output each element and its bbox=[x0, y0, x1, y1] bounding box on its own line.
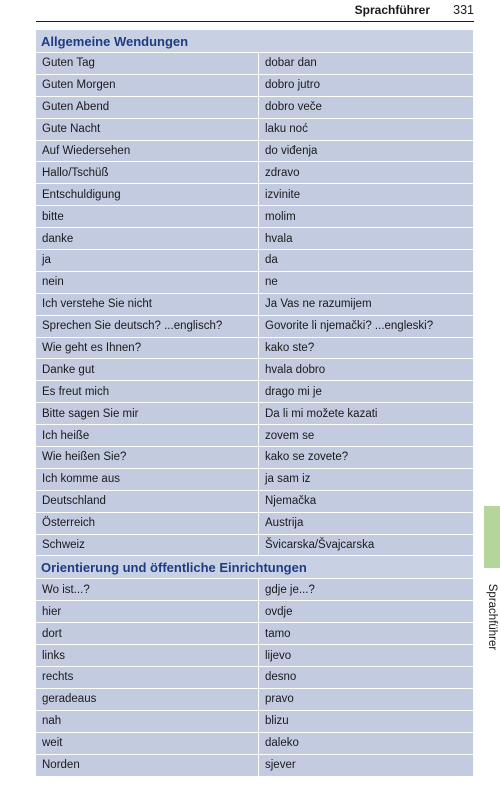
phrase-row bbox=[36, 381, 473, 402]
croatian-phrase: sjever bbox=[259, 755, 473, 776]
croatian-phrase: pravo bbox=[259, 689, 473, 710]
german-phrase: Ich verstehe Sie nicht bbox=[36, 294, 258, 315]
croatian-phrase: Da li mi možete kazati bbox=[259, 403, 473, 424]
chapter-tab bbox=[484, 506, 500, 568]
croatian-phrase: kako ste? bbox=[259, 338, 473, 359]
phrase-row bbox=[36, 623, 473, 644]
phrase-row bbox=[36, 601, 473, 622]
german-phrase: nein bbox=[36, 272, 258, 293]
croatian-phrase: izvinite bbox=[259, 184, 473, 205]
croatian-phrase: ja sam iz bbox=[259, 469, 473, 490]
phrase-row bbox=[36, 294, 473, 315]
phrase-row bbox=[36, 338, 473, 359]
phrase-row bbox=[36, 359, 473, 380]
phrase-row bbox=[36, 425, 473, 446]
phrase-row bbox=[36, 447, 473, 468]
phrase-row bbox=[36, 645, 473, 666]
german-phrase: bitte bbox=[36, 206, 258, 227]
croatian-phrase: kako se zovete? bbox=[259, 447, 473, 468]
phrase-row bbox=[36, 535, 473, 556]
croatian-phrase: dobro veče bbox=[259, 97, 473, 118]
german-phrase: Guten Tag bbox=[36, 53, 258, 74]
phrase-row bbox=[36, 141, 473, 162]
german-phrase: Österreich bbox=[36, 513, 258, 534]
phrase-row bbox=[36, 162, 473, 183]
german-phrase: Sprechen Sie deutsch? ...englisch? bbox=[36, 316, 258, 337]
running-head-title: Sprachführer bbox=[354, 3, 430, 17]
phrase-row bbox=[36, 513, 473, 534]
croatian-phrase: zdravo bbox=[259, 162, 473, 183]
german-phrase: danke bbox=[36, 228, 258, 249]
phrase-row bbox=[36, 689, 473, 710]
german-phrase: Wo ist...? bbox=[36, 579, 258, 600]
phrase-row bbox=[36, 667, 473, 688]
phrase-row bbox=[36, 403, 473, 424]
phrase-row bbox=[36, 733, 473, 754]
german-phrase: nah bbox=[36, 711, 258, 732]
phrase-row bbox=[36, 579, 473, 600]
german-phrase: Danke gut bbox=[36, 359, 258, 380]
croatian-phrase: Govorite li njemački? ...engleski? bbox=[259, 316, 473, 337]
croatian-phrase: Švicarska/Švajcarska bbox=[259, 535, 473, 556]
phrase-row bbox=[36, 53, 473, 74]
chapter-tab-label: Sprachführer bbox=[486, 583, 498, 651]
croatian-phrase: drago mi je bbox=[259, 381, 473, 402]
page-number: 331 bbox=[453, 3, 474, 17]
croatian-phrase: ovdje bbox=[259, 601, 473, 622]
phrase-row bbox=[36, 228, 473, 249]
german-phrase: Deutschland bbox=[36, 491, 258, 512]
croatian-phrase: Austrija bbox=[259, 513, 473, 534]
german-phrase: Gute Nacht bbox=[36, 119, 258, 140]
german-phrase: links bbox=[36, 645, 258, 666]
german-phrase: Wie geht es Ihnen? bbox=[36, 338, 258, 359]
german-phrase: rechts bbox=[36, 667, 258, 688]
croatian-phrase: hvala dobro bbox=[259, 359, 473, 380]
croatian-phrase: gdje je...? bbox=[259, 579, 473, 600]
croatian-phrase: molim bbox=[259, 206, 473, 227]
phrase-row bbox=[36, 272, 473, 293]
croatian-phrase: lijevo bbox=[259, 645, 473, 666]
german-phrase: Es freut mich bbox=[36, 381, 258, 402]
section-heading: Orientierung und öffentliche Einrichtungen bbox=[36, 556, 473, 578]
running-head bbox=[36, 0, 474, 22]
phrase-row bbox=[36, 119, 473, 140]
phrase-row bbox=[36, 711, 473, 732]
german-phrase: Schweiz bbox=[36, 535, 258, 556]
german-phrase: hier bbox=[36, 601, 258, 622]
phrase-table bbox=[36, 30, 473, 777]
german-phrase: dort bbox=[36, 623, 258, 644]
german-phrase: Ich heiße bbox=[36, 425, 258, 446]
croatian-phrase: zovem se bbox=[259, 425, 473, 446]
croatian-phrase: hvala bbox=[259, 228, 473, 249]
phrase-row bbox=[36, 97, 473, 118]
croatian-phrase: dobar dan bbox=[259, 53, 473, 74]
croatian-phrase: tamo bbox=[259, 623, 473, 644]
section-heading: Allgemeine Wendungen bbox=[36, 30, 473, 52]
croatian-phrase: Ja Vas ne razumijem bbox=[259, 294, 473, 315]
croatian-phrase: ne bbox=[259, 272, 473, 293]
phrase-row bbox=[36, 206, 473, 227]
german-phrase: Entschuldigung bbox=[36, 184, 258, 205]
croatian-phrase: do viđenja bbox=[259, 141, 473, 162]
phrase-row bbox=[36, 491, 473, 512]
croatian-phrase: Njemačka bbox=[259, 491, 473, 512]
croatian-phrase: dobro jutro bbox=[259, 75, 473, 96]
german-phrase: Bitte sagen Sie mir bbox=[36, 403, 258, 424]
german-phrase: Wie heißen Sie? bbox=[36, 447, 258, 468]
german-phrase: geradeaus bbox=[36, 689, 258, 710]
phrase-row bbox=[36, 184, 473, 205]
phrase-row bbox=[36, 75, 473, 96]
croatian-phrase: desno bbox=[259, 667, 473, 688]
german-phrase: Guten Morgen bbox=[36, 75, 258, 96]
croatian-phrase: laku noć bbox=[259, 119, 473, 140]
croatian-phrase: da bbox=[259, 250, 473, 271]
croatian-phrase: daleko bbox=[259, 733, 473, 754]
phrase-row bbox=[36, 250, 473, 271]
phrase-row bbox=[36, 755, 473, 776]
croatian-phrase: blizu bbox=[259, 711, 473, 732]
phrase-row bbox=[36, 316, 473, 337]
phrase-row bbox=[36, 469, 473, 490]
german-phrase: weit bbox=[36, 733, 258, 754]
german-phrase: Auf Wiedersehen bbox=[36, 141, 258, 162]
german-phrase: Guten Abend bbox=[36, 97, 258, 118]
german-phrase: Ich komme aus bbox=[36, 469, 258, 490]
german-phrase: Norden bbox=[36, 755, 258, 776]
german-phrase: ja bbox=[36, 250, 258, 271]
german-phrase: Hallo/Tschüß bbox=[36, 162, 258, 183]
